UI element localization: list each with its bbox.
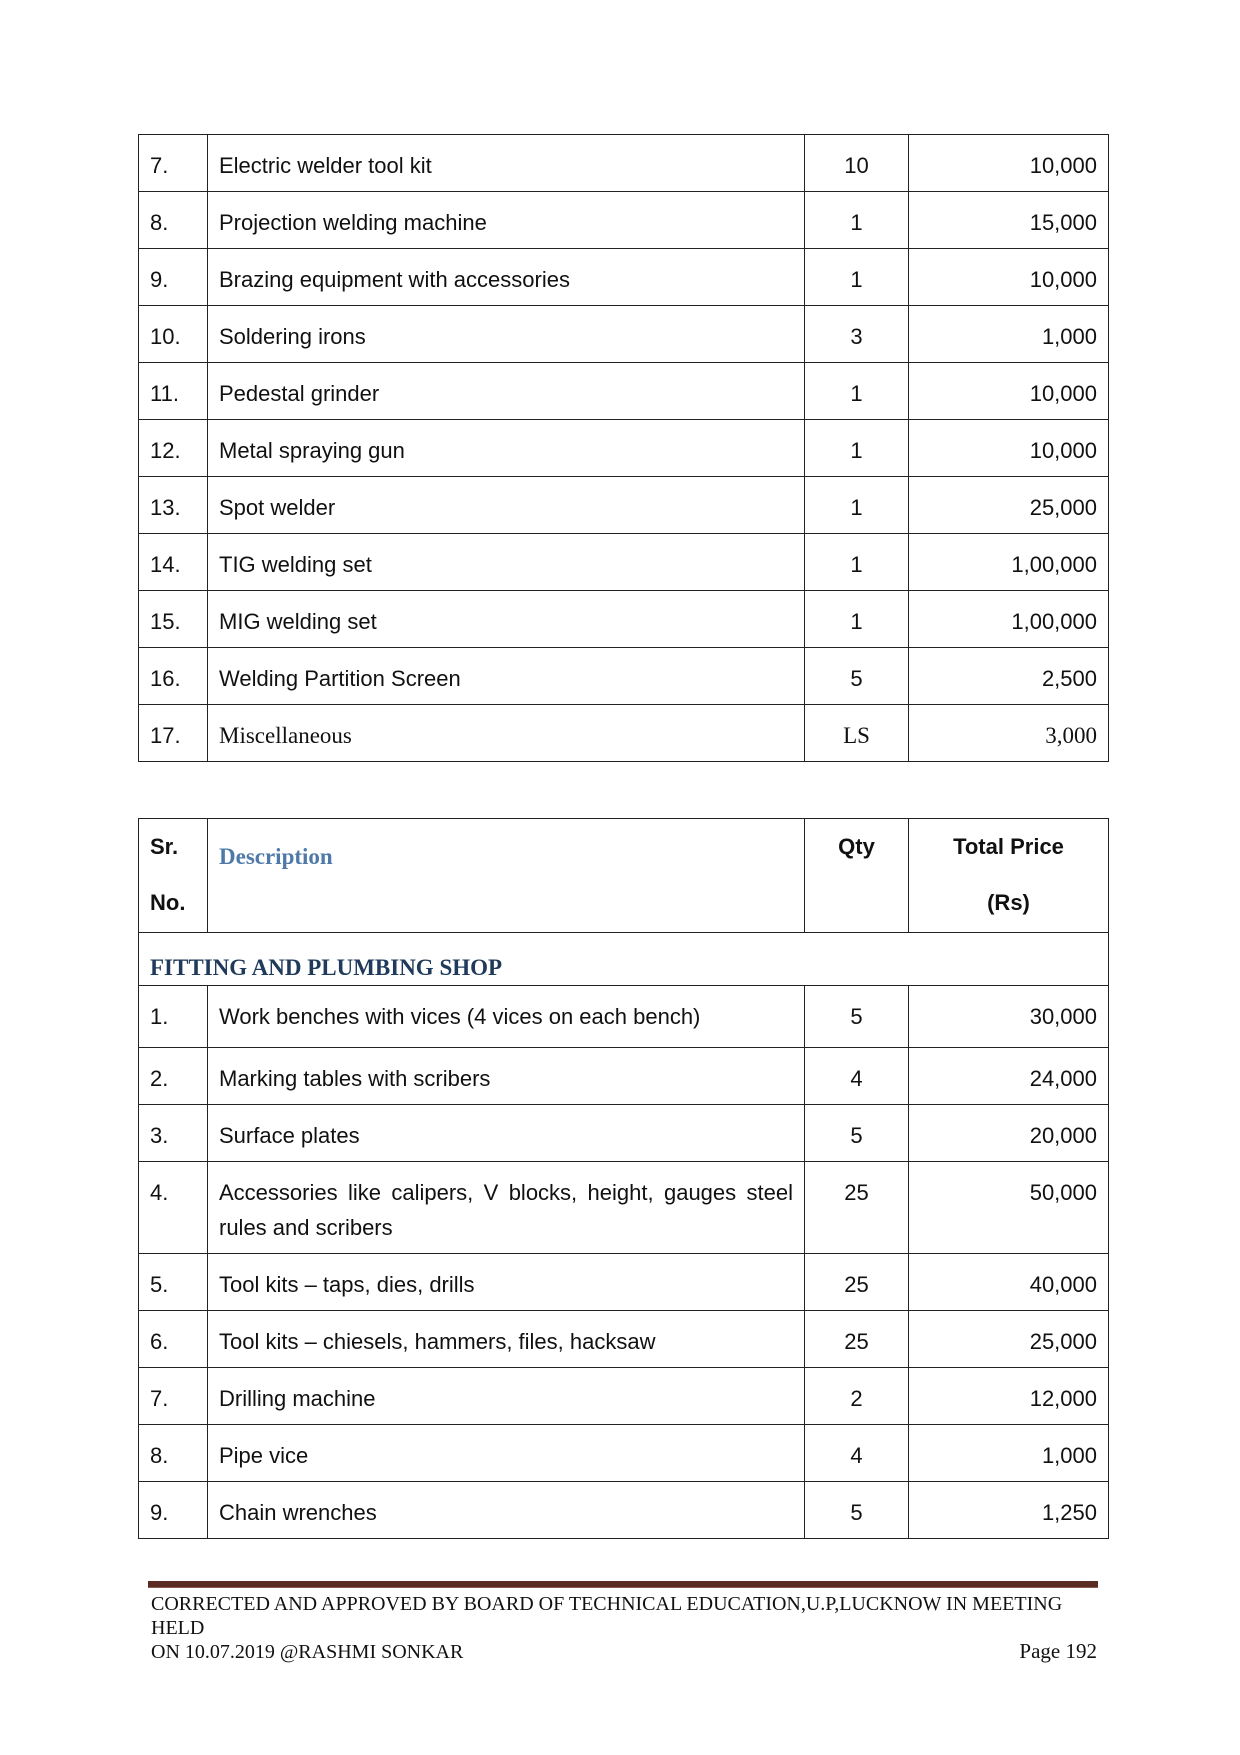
qty-cell: 5 [805,986,909,1048]
serial-cell: 9. [139,1482,208,1539]
table-row [139,591,1109,648]
table-row [139,1254,1109,1311]
serial-cell: 8. [139,192,208,249]
qty-cell: 1 [805,477,909,534]
table-row [139,420,1109,477]
table-row [139,1311,1109,1368]
qty-cell: 3 [805,306,909,363]
table-row [139,1162,1109,1254]
serial-cell: 17. [139,705,208,762]
price-cell: 40,000 [909,1254,1109,1311]
table-row [139,1482,1109,1539]
qty-cell: 1 [805,591,909,648]
price-cell: 24,000 [909,1048,1109,1105]
price-cell: 1,000 [909,1425,1109,1482]
description-cell: Soldering irons [208,306,805,363]
serial-cell: 9. [139,249,208,306]
qty-cell: 1 [805,249,909,306]
table-row [139,648,1109,705]
qty-cell: 10 [805,135,909,192]
page-number: Page 192 [1019,1639,1097,1663]
serial-cell: 13. [139,477,208,534]
serial-cell: 3. [139,1105,208,1162]
approval-footer [151,1592,1101,1664]
table-row [139,1048,1109,1105]
serial-cell: 10. [139,306,208,363]
description-cell: Welding Partition Screen [208,648,805,705]
description-cell: Miscellaneous [208,705,805,762]
qty-cell: 4 [805,1048,909,1105]
fitting-plumbing-table [138,818,1109,1539]
qty-cell: 1 [805,363,909,420]
qty-cell: 5 [805,1482,909,1539]
qty-cell: 1 [805,192,909,249]
qty-cell: 25 [805,1162,909,1254]
description-cell: Tool kits – chiesels, hammers, files, hacksaw [208,1311,805,1368]
serial-cell: 12. [139,420,208,477]
table-row [139,1105,1109,1162]
qty-cell: 2 [805,1368,909,1425]
price-cell: 20,000 [909,1105,1109,1162]
description-cell: Work benches with vices (4 vices on each bench) [208,986,805,1048]
table-row [139,135,1109,192]
price-cell: 10,000 [909,363,1109,420]
price-cell: 1,250 [909,1482,1109,1539]
price-cell: 50,000 [909,1162,1109,1254]
serial-cell: 16. [139,648,208,705]
price-cell: 15,000 [909,192,1109,249]
description-cell: Spot welder [208,477,805,534]
description-cell: Chain wrenches [208,1482,805,1539]
description-cell: Accessories like calipers, V blocks, height, gauges steel rules and scribers [208,1162,805,1254]
serial-cell: 1. [139,986,208,1048]
qty-cell: 25 [805,1311,909,1368]
table-row [139,477,1109,534]
footer-divider [148,1581,1098,1588]
serial-cell: 7. [139,1368,208,1425]
description-cell: Electric welder tool kit [208,135,805,192]
price-cell: 12,000 [909,1368,1109,1425]
header-qty: Qty [805,819,909,933]
qty-cell: 1 [805,534,909,591]
description-cell: Marking tables with scribers [208,1048,805,1105]
description-cell: Brazing equipment with accessories [208,249,805,306]
price-cell: 1,000 [909,306,1109,363]
description-cell: Pedestal grinder [208,363,805,420]
price-cell: 1,00,000 [909,591,1109,648]
section-title: FITTING AND PLUMBING SHOP [139,933,1109,986]
serial-cell: 6. [139,1311,208,1368]
header-description: Description [208,819,805,933]
approval-line-2: ON 10.07.2019 @RASHMI SONKAR [151,1641,464,1663]
price-cell: 30,000 [909,986,1109,1048]
table-row [139,1425,1109,1482]
serial-cell: 5. [139,1254,208,1311]
price-cell: 3,000 [909,705,1109,762]
qty-cell: LS [805,705,909,762]
price-cell: 10,000 [909,249,1109,306]
description-cell: Pipe vice [208,1425,805,1482]
qty-cell: 5 [805,1105,909,1162]
description-cell: TIG welding set [208,534,805,591]
price-cell: 2,500 [909,648,1109,705]
welding-equipment-table [138,134,1109,762]
price-cell: 25,000 [909,1311,1109,1368]
table-row [139,306,1109,363]
serial-cell: 4. [139,1162,208,1254]
serial-cell: 7. [139,135,208,192]
serial-cell: 11. [139,363,208,420]
price-cell: 10,000 [909,420,1109,477]
table-header-row [139,819,1109,933]
description-cell: Tool kits – taps, dies, drills [208,1254,805,1311]
table-row [139,986,1109,1048]
table-row [139,192,1109,249]
price-cell: 25,000 [909,477,1109,534]
price-cell: 1,00,000 [909,534,1109,591]
table-row [139,1368,1109,1425]
serial-cell: 2. [139,1048,208,1105]
serial-cell: 14. [139,534,208,591]
serial-cell: 8. [139,1425,208,1482]
table-row [139,363,1109,420]
description-cell: MIG welding set [208,591,805,648]
serial-cell: 15. [139,591,208,648]
header-serial: Sr. No. [139,819,208,933]
table-row [139,534,1109,591]
qty-cell: 4 [805,1425,909,1482]
header-total-price: Total Price (Rs) [909,819,1109,933]
qty-cell: 1 [805,420,909,477]
qty-cell: 5 [805,648,909,705]
price-cell: 10,000 [909,135,1109,192]
description-cell: Metal spraying gun [208,420,805,477]
table-row [139,249,1109,306]
qty-cell: 25 [805,1254,909,1311]
description-cell: Projection welding machine [208,192,805,249]
description-cell: Surface plates [208,1105,805,1162]
approval-line-1: CORRECTED AND APPROVED BY BOARD OF TECHNICAL EDUCATION,U.P,LUCKNOW IN MEETING HELD [151,1593,1063,1639]
section-title-row [139,933,1109,986]
description-cell: Drilling machine [208,1368,805,1425]
table-row [139,705,1109,762]
